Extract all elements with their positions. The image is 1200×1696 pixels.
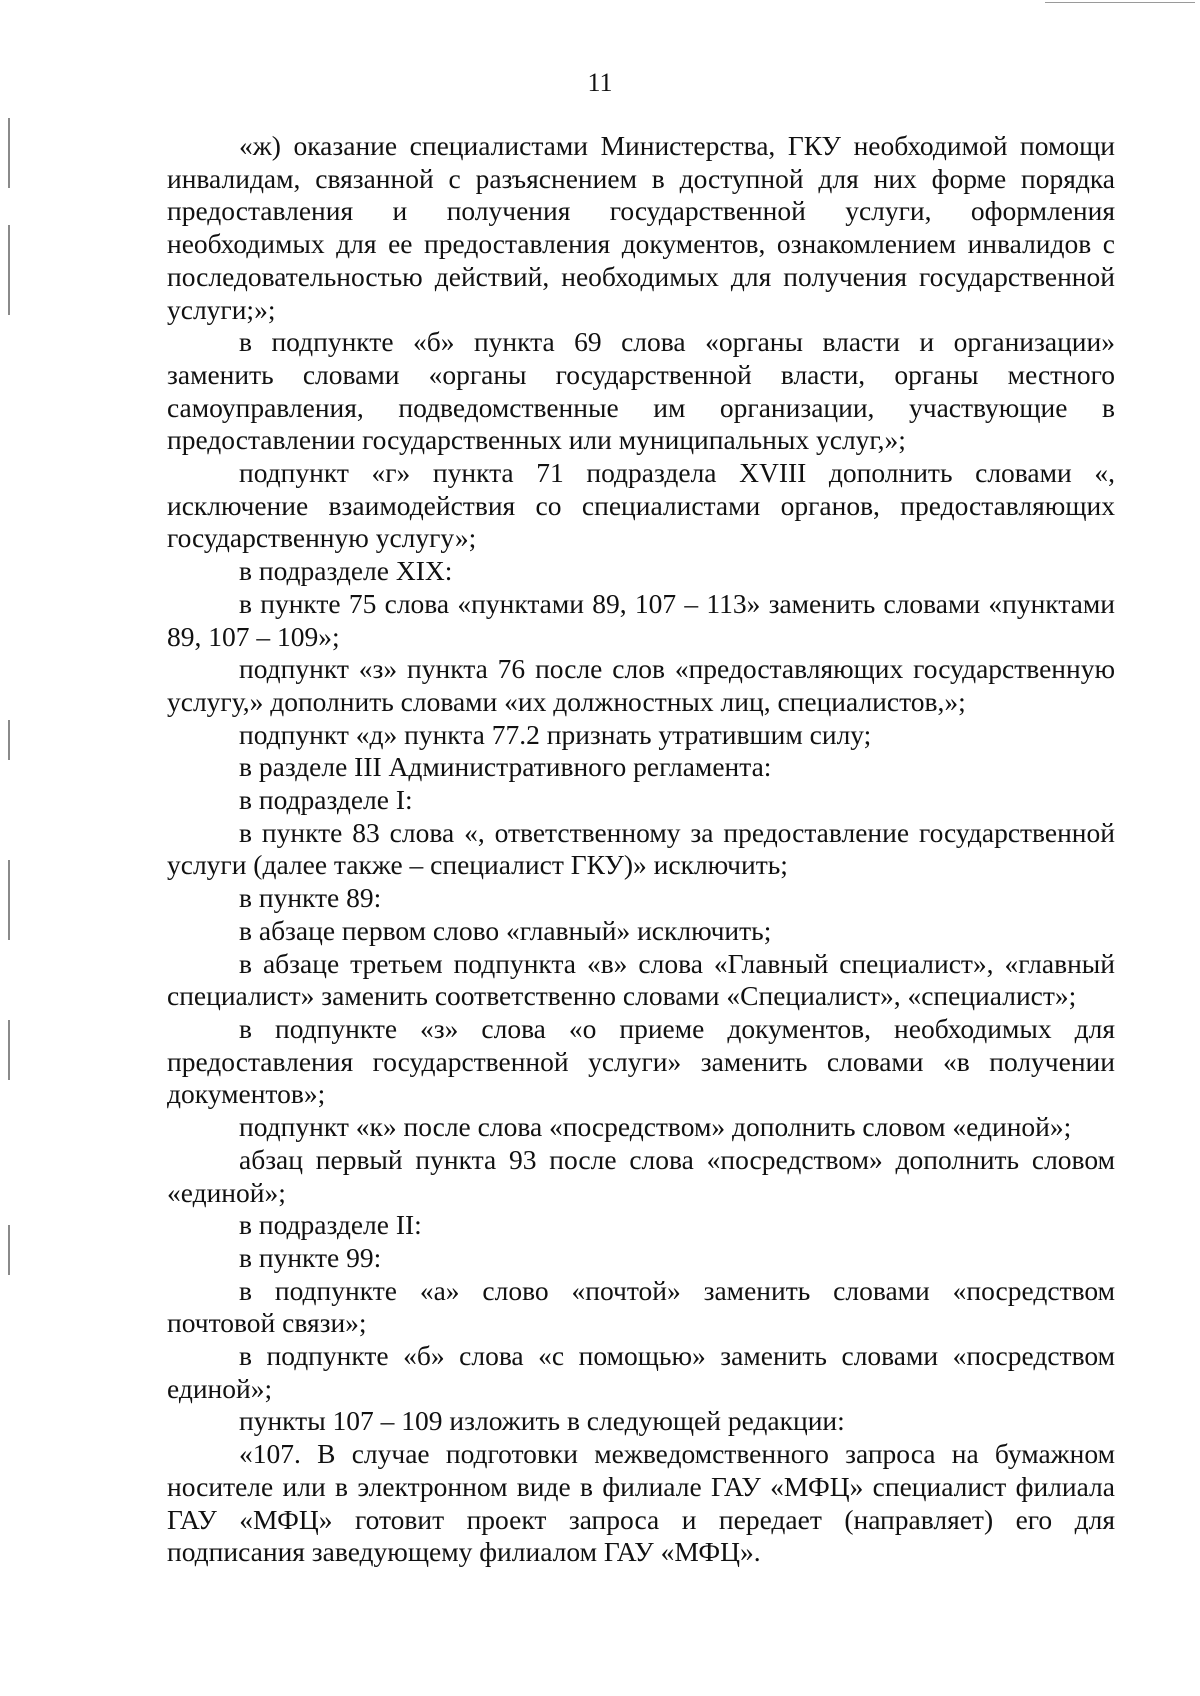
paragraph: в пункте 83 слова «, ответственному за предоставление государственной услуги (далее также – специалист ГКУ)» исключить; xyxy=(167,816,1115,881)
scan-margin-mark xyxy=(8,1225,10,1275)
paragraph: в пункте 99: xyxy=(239,1241,382,1273)
paragraph: в подпункте «б» пункта 69 слова «органы власти и организации» заменить словами «органы государственной власти, органы местного самоуправления, подведомственные им организации, участвующие в предоставлении государственных или муниципальных услуг,»; xyxy=(167,326,1115,456)
scan-margin-mark xyxy=(8,1020,10,1080)
paragraph: подпункт «з» пункта 76 после слов «предоставляющих государственную услугу,» дополнить словами «их должностных лиц, специалистов,»; xyxy=(167,653,1115,717)
paragraph: в пункте 89: xyxy=(239,882,382,914)
paragraph: подпункт «г» пункта 71 подраздела XVIII дополнить словами «, исключение взаимодействия со специалистами органов, предоставляющих государственную услугу»; xyxy=(167,457,1115,554)
paragraph: «107. В случае подготовки межведомственного запроса на бумажном носителе или в электронном виде в филиале ГАУ «МФЦ» специалист филиала ГАУ «МФЦ» готовит проект запроса и передает (направляет) его для подписания заведующему филиалом ГАУ «МФЦ». xyxy=(167,1438,1115,1568)
scan-margin-mark xyxy=(8,118,10,188)
document-body xyxy=(167,130,1115,1569)
scan-margin-mark xyxy=(8,225,10,315)
scan-margin-mark xyxy=(8,860,10,940)
paragraph: в разделе III Административного регламента: xyxy=(239,751,772,783)
paragraph: пункты 107 – 109 изложить в следующей редакции: xyxy=(239,1405,845,1437)
paragraph: подпункт «д» пункта 77.2 признать утратившим силу; xyxy=(239,718,872,750)
page-number: 11 xyxy=(587,68,613,97)
paragraph: в подпункте «а» слово «почтой» заменить словами «посредством почтовой связи»; xyxy=(167,1274,1115,1339)
paragraph: «ж) оказание специалистами Министерства, ГКУ необходимой помощи инвалидам, связанной с разъяснением в доступной для них форме порядка предоставления и получения государственной услуги, оформления необходимых для ее предоставления документов, ознакомлением инвалидов с последовательностью действий, необходимых для получения государственной услуги;»; xyxy=(167,130,1115,325)
paragraph: в подпункте «б» слова «с помощью» заменить словами «посредством единой»; xyxy=(167,1340,1115,1404)
paragraph: подпункт «к» после слова «посредством» дополнить словом «единой»; xyxy=(239,1111,1072,1143)
paragraph: в абзаце третьем подпункта «в» слова «Главный специалист», «главный специалист» заменить соответственно словами «Специалист», «специалист»; xyxy=(167,947,1115,1012)
paragraph: в подразделе II: xyxy=(239,1209,422,1241)
paragraph: в подразделе I: xyxy=(239,784,413,816)
scan-edge-line xyxy=(1045,2,1195,3)
scan-margin-mark xyxy=(8,720,10,760)
paragraph: в подразделе XIX: xyxy=(239,555,453,587)
paragraph: в пункте 75 слова «пунктами 89, 107 – 113» заменить словами «пунктами 89, 107 – 109»; xyxy=(167,587,1115,652)
paragraph: в абзаце первом слово «главный» исключить; xyxy=(239,914,772,946)
paragraph: в подпункте «з» слова «о приеме документов, необходимых для предоставления государственной услуги» заменить словами «в получении документов»; xyxy=(167,1012,1115,1110)
paragraph: абзац первый пункта 93 после слова «посредством» дополнить словом «единой»; xyxy=(167,1143,1115,1208)
